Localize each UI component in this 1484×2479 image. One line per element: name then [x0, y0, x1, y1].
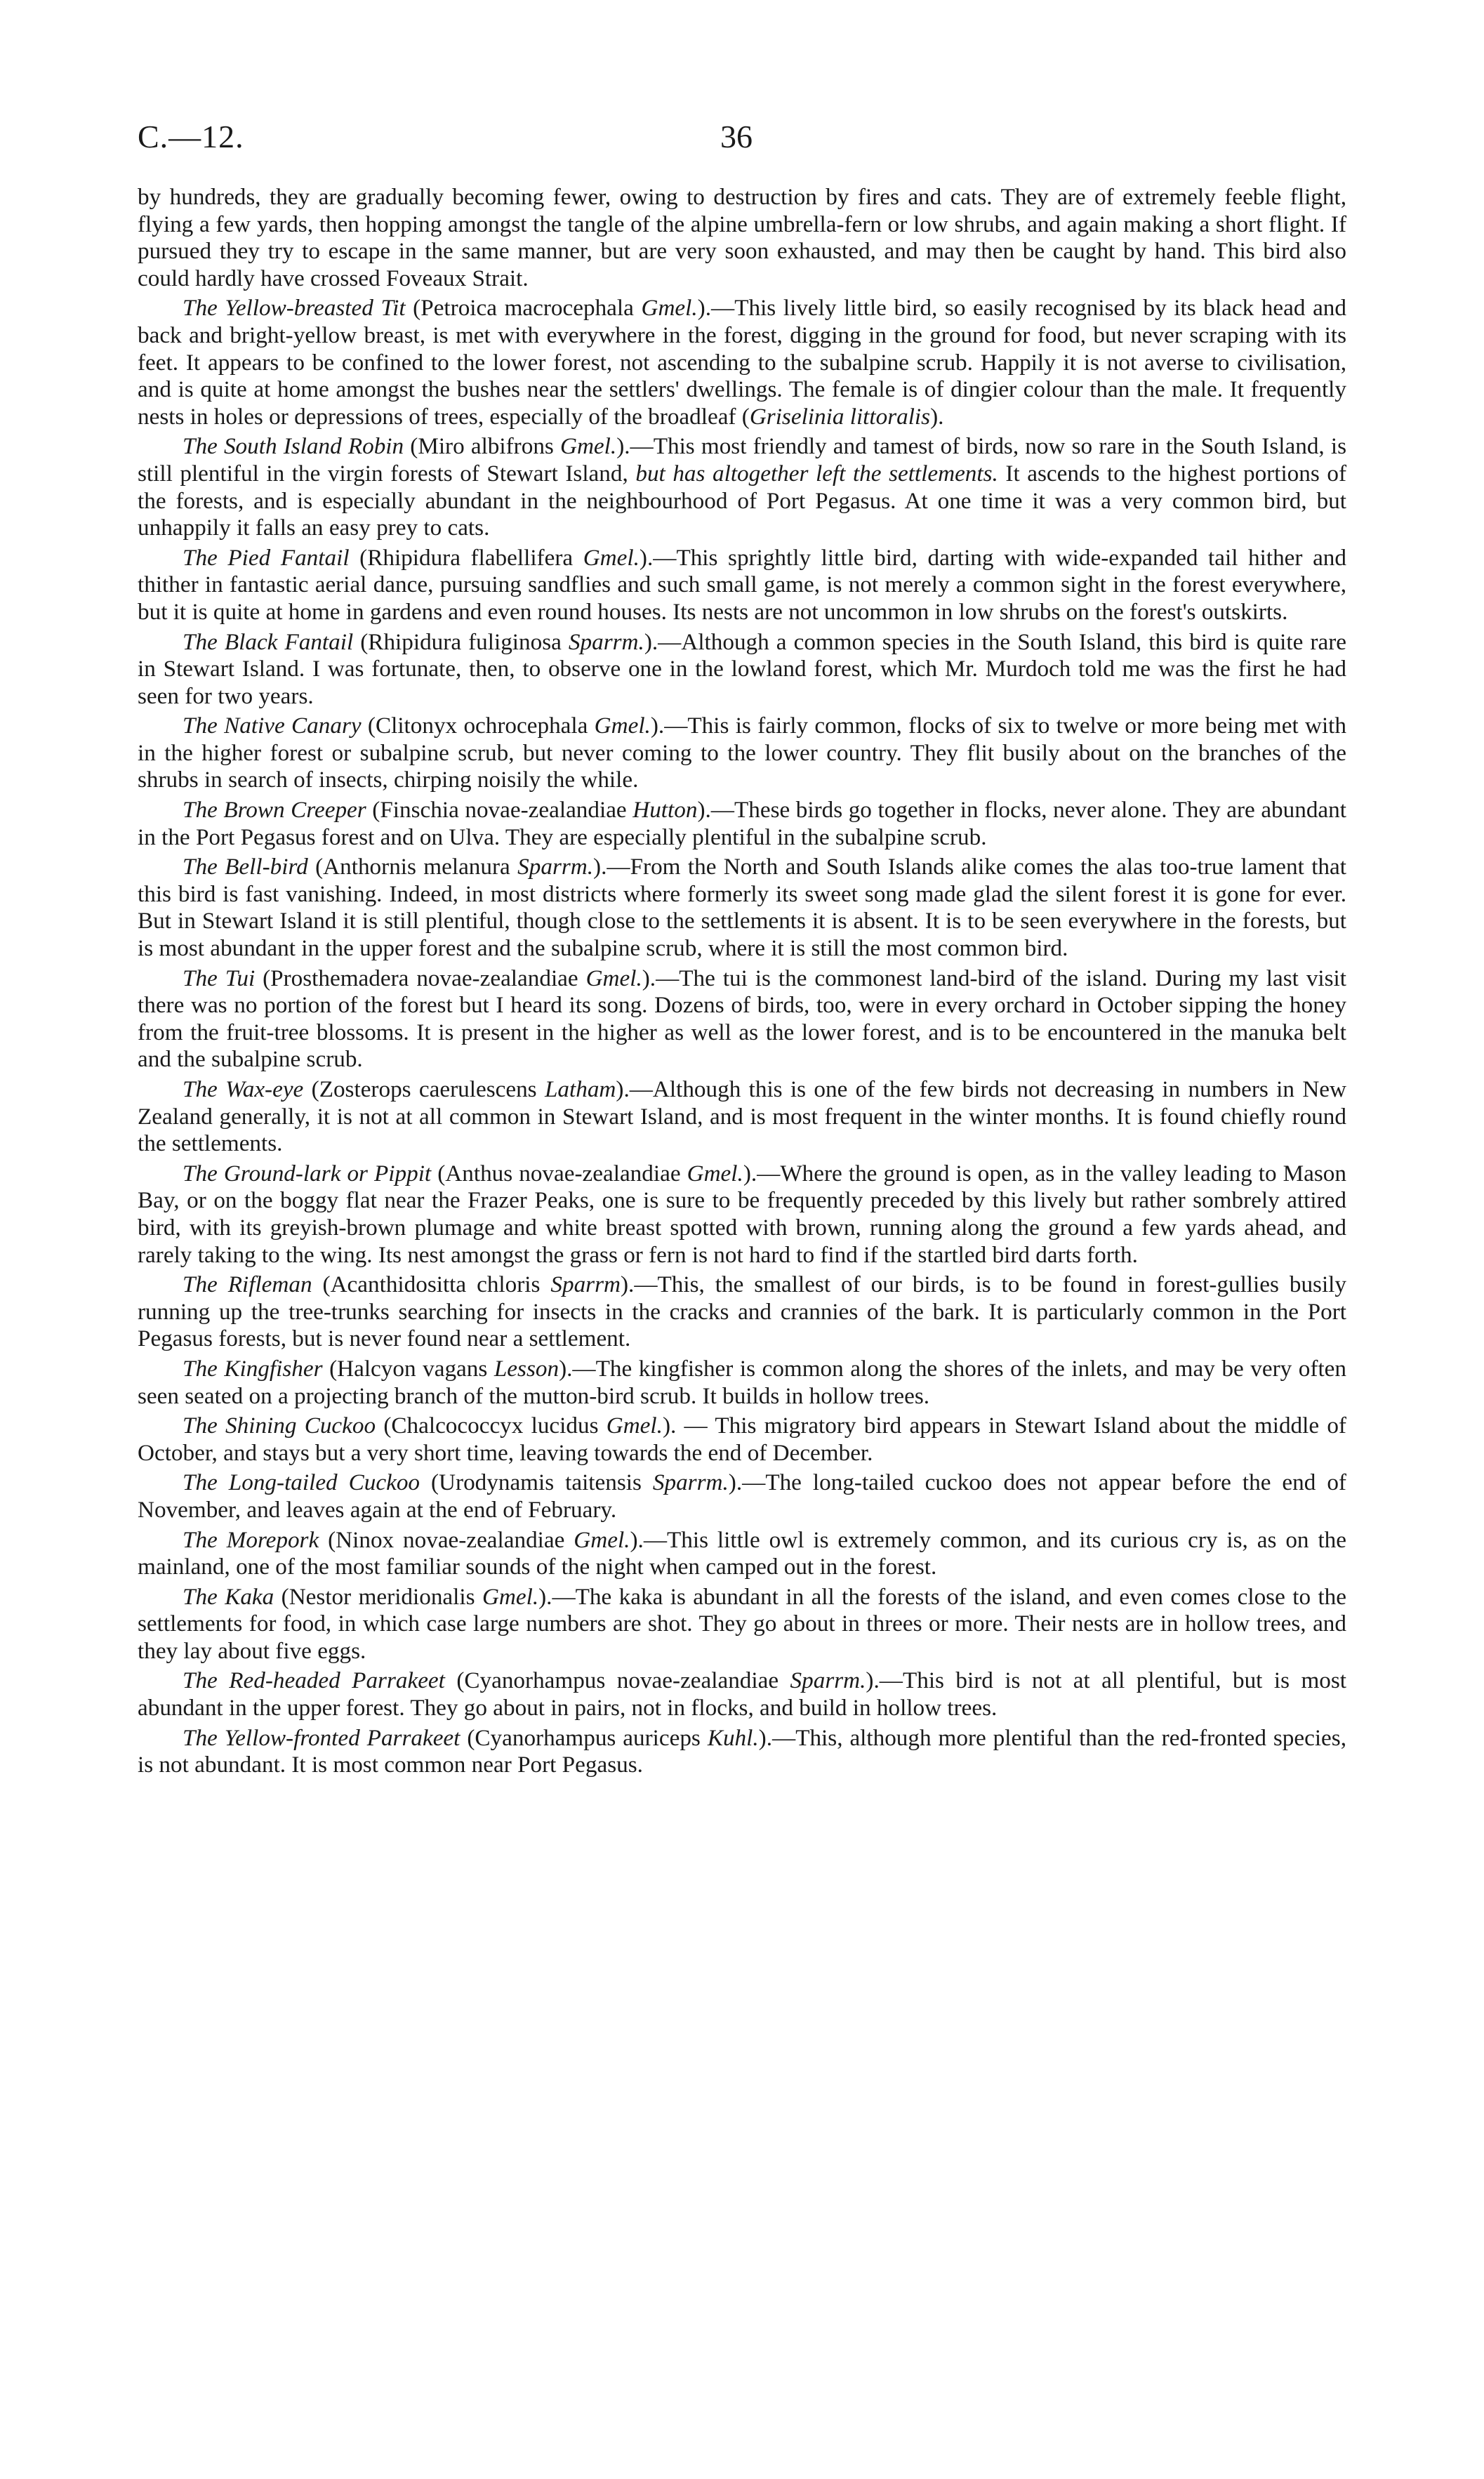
- bird-name: The Yellow-breasted Tit: [183, 295, 406, 322]
- continued-paragraph: by hundreds, they are gradually becoming fewer, owing to destruction by fires and cats. They are of extremely feeble flight, flying a few yards, then hopping amongst the tangle of the alpine umbrella-fern or low shrubs, and again making a short flight. If pursued they try to escape in the same manner, but are very soon exhausted, and may then be caught by hand. This bird also could hardly have crossed Foveaux Strait.: [138, 184, 1346, 291]
- bird-name: The Red-headed Parrakeet: [183, 1667, 445, 1694]
- species-name: (Rhipidura flabellifera: [349, 544, 583, 571]
- authority: Sparrm.: [517, 854, 594, 880]
- bird-entry: [138, 1356, 1346, 1410]
- bird-entry: [138, 1413, 1346, 1467]
- bird-description: ).—This little owl is extremely common, and its curious cry is, as on the mainland, one of the most familiar sounds of the night when camped out in the forest.: [138, 1526, 1346, 1580]
- authority: Kuhl.: [707, 1724, 759, 1751]
- species-name: (Clitonyx ochrocephala: [361, 713, 595, 739]
- bird-name: The Brown Creeper: [183, 797, 366, 824]
- bird-description: ).—This sprightly little bird, darting with wide-expanded tail hither and thither in fantastic aerial dance, pursuing sandflies and such small game, is not merely a common sight in the forest everywhere, but it is quite at home in gardens and even round houses. Its nests are not uncommon in low shrubs on the forest's outskirts.: [138, 544, 1346, 625]
- bird-description: ).—These birds go together in flocks, never alone. They are abundant in the Port Pegasus forest and on Ulva. They are especially plentiful in the subalpine scrub.: [138, 797, 1346, 850]
- bird-description: ).—This bird is not at all plentiful, but is most abundant in the upper forest. They go about in pairs, not in flocks, and build in hollow trees.: [138, 1667, 1346, 1721]
- bird-name: The Long-tailed Cuckoo: [183, 1469, 420, 1496]
- species-name: (Prosthemadera novae-zealandiae: [255, 965, 586, 991]
- bird-name: The Kingfisher: [183, 1355, 323, 1382]
- species-name: (Anthornis melanura: [307, 854, 518, 880]
- bird-entry: [138, 433, 1346, 541]
- bird-description: ).—The kaka is abundant in all the forests of the island, and even comes close to the settlements for food, in which case large numbers are shot. They go about in threes or more. Their nests are in hollow trees, and they lay about five eggs.: [138, 1583, 1346, 1664]
- authority: Gmel.: [574, 1526, 630, 1553]
- authority: Gmel.: [687, 1160, 743, 1186]
- bird-entry: [138, 713, 1346, 794]
- bird-description: ).—This most friendly and tamest of birds, now so rare in the South Island, is still plentiful in the virgin forests of Stewart Island,: [138, 433, 1347, 487]
- bird-description: ).—The long-tailed cuckoo does not appear before the end of November, and leaves again at the end of February.: [138, 1469, 1346, 1523]
- bird-entry: [138, 545, 1346, 626]
- authority: Gmel.: [585, 965, 642, 991]
- bird-description: ).—This is fairly common, flocks of six to twelve or more being met with in the higher forest or subalpine scrub, but never coming to the lower country. They flit busily about on the branches of the shrubs in search of insects, chirping noisily the while.: [138, 713, 1346, 793]
- bird-name: The Black Fantail: [183, 628, 354, 655]
- bird-name: The Kaka: [183, 1583, 274, 1610]
- authority: Hutton: [632, 797, 698, 824]
- bird-entry: [138, 1271, 1346, 1353]
- species-name: (Rhipidura fuliginosa: [353, 628, 569, 655]
- body-text: [138, 184, 1346, 1782]
- bird-description: ).—The kingfisher is common along the shores of the inlets, and may be very often seen seated on a projecting branch of the mutton-bird scrub. It builds in hollow trees.: [138, 1355, 1346, 1409]
- bird-description-end: It ascends to the highest portions of the forests, and is especially abundant in the neighbourhood of Port Pegasus. At one time it was a very common bird, but unhappily it falls an easy prey to cats.: [138, 460, 1346, 541]
- bird-description: ).—Although a common species in the South Island, this bird is quite rare in Stewart Island. I was fortunate, then, to observe one in the lowland forest, which Mr. Murdoch told me was the first he had seen for two years.: [138, 628, 1346, 709]
- authority: Sparrm: [550, 1271, 621, 1298]
- bird-description: ).—Where the ground is open, as in the valley leading to Mason Bay, or on the boggy flat near the Frazer Peaks, one is sure to be frequently preceded by this lively but rather sombrely attired bird, with its greyish-brown plumage and white breast spotted with brown, running along the ground a few yards ahead, and rarely taking to the wing. Its nest amongst the grass or fern is not hard to find if the startled bird darts forth.: [138, 1160, 1346, 1268]
- bird-description: ).—This lively little bird, so easily recognised by its black head and back and bright-yellow breast, is met with everywhere in the forest, digging in the ground for food, but never scraping with its feet. It appears to be confined to the lower forest, not ascending to the subalpine scrub. Happily it is not averse to civilisation, and is quite at home amongst the bushes near the settlers' dwellings. The female is of dingier colour than the male. It frequently nests in holes or depressions of trees, especially of the broadleaf (: [138, 295, 1346, 430]
- species-name: (Chalcococcyx lucidus: [376, 1413, 607, 1439]
- bird-name: The Rifleman: [183, 1271, 312, 1298]
- species-name: (Halcyon vagans: [322, 1355, 494, 1382]
- bird-name: The Yellow-fronted Parrakeet: [183, 1724, 461, 1751]
- authority: Lesson: [493, 1355, 559, 1382]
- species-name: (Petroica macrocephala: [405, 295, 642, 322]
- italic-phrase: but has altogether left the settlements.: [635, 460, 998, 487]
- bird-name: The Ground-lark or Pippit: [183, 1160, 432, 1186]
- authority: Sparrm.: [652, 1469, 729, 1496]
- bird-entry: [138, 1469, 1346, 1523]
- bird-name: The Native Canary: [183, 713, 362, 739]
- italic-phrase: Griselinia littoralis: [749, 403, 931, 430]
- report-reference: C.—12.: [138, 119, 244, 154]
- bird-description: ).—The tui is the commonest land-bird of the island. During my last visit there was no portion of the forest but I heard its song. Dozens of birds, too, were in every orchard in October sipping the honey from the fruit-tree blossoms. It is present in the higher as well as the lower forest, and is to be encountered in the manuka belt and the subalpine scrub.: [138, 965, 1346, 1073]
- bird-name: The South Island Robin: [183, 433, 404, 460]
- authority: Gmel.: [606, 1413, 663, 1439]
- species-name: (Miro albifrons: [404, 433, 560, 460]
- bird-entry: [138, 1667, 1346, 1721]
- bird-entry: [138, 629, 1346, 710]
- authority: Gmel.: [594, 713, 651, 739]
- bird-entry: [138, 854, 1346, 962]
- authority: Gmel.: [583, 544, 640, 571]
- authority: Sparrm.: [568, 628, 644, 655]
- bird-name: The Shining Cuckoo: [183, 1413, 376, 1439]
- bird-name: The Bell-bird: [183, 854, 308, 880]
- species-name: (Finschia novae-zealandiae: [366, 797, 633, 824]
- authority: Gmel.: [560, 433, 617, 460]
- bird-entry: [138, 797, 1346, 851]
- species-name: (Acanthidositta chloris: [312, 1271, 551, 1298]
- bird-description: ).—This, the smallest of our birds, is to be found in forest-gullies busily running up the tree-trunks searching for insects in the cracks and crannies of the bark. It is particularly common in the Port Pegasus forests, but is never found near a settlement.: [138, 1271, 1346, 1352]
- authority: Sparrm.: [790, 1667, 866, 1694]
- bird-entry: [138, 1584, 1346, 1665]
- bird-name: The Morepork: [183, 1526, 319, 1553]
- species-name: (Anthus novae-zealandiae: [431, 1160, 687, 1186]
- authority: Gmel.: [482, 1583, 539, 1610]
- species-name: (Nestor meridionalis: [274, 1583, 482, 1610]
- bird-name: The Wax-eye: [183, 1076, 304, 1102]
- authority: Latham: [544, 1076, 616, 1102]
- species-name: (Ninox novae-zealandiae: [319, 1526, 574, 1553]
- bird-description-end: ).: [930, 403, 944, 430]
- bird-name: The Pied Fantail: [183, 544, 350, 571]
- species-name: (Cyanorhampus novae-zealandiae: [444, 1667, 790, 1694]
- authority: Gmel.: [641, 295, 698, 322]
- species-name: (Cyanorhampus auriceps: [460, 1724, 708, 1751]
- bird-entry: [138, 295, 1346, 430]
- bird-entry: [138, 1076, 1346, 1158]
- bird-description: ). — This migratory bird appears in Stewart Island about the middle of October, and stays but a very short time, leaving towards the end of December.: [138, 1413, 1346, 1466]
- bird-description: ).—Although this is one of the few birds not decreasing in numbers in New Zealand generally, it is not at all common in Stewart Island, and is most frequent in the winter months. It is found chiefly round the settlements.: [138, 1076, 1346, 1157]
- bird-entry: [138, 965, 1346, 1073]
- species-name: (Urodynamis taitensis: [420, 1469, 653, 1496]
- bird-entry: [138, 1725, 1346, 1779]
- bird-description: ).—From the North and South Islands alike comes the alas too-true lament that this bird is fast vanishing. Indeed, in most districts where formerly its sweet song made glad the silent forest it is gone for ever. But in Stewart Island it is still plentiful, though close to the settlements it is absent. It is to be seen everywhere in the forests, but is most abundant in the upper forest and the subalpine scrub, where it is still the most common bird.: [138, 854, 1346, 962]
- species-name: (Zosterops caerulescens: [303, 1076, 545, 1102]
- bird-name: The Tui: [183, 965, 256, 991]
- bird-entry: [138, 1161, 1346, 1269]
- bird-description: ).—This, although more plentiful than the red-fronted species, is not abundant. It is most common near Port Pegasus.: [138, 1724, 1346, 1778]
- page-number: 36: [720, 119, 753, 154]
- bird-entry: [138, 1527, 1346, 1581]
